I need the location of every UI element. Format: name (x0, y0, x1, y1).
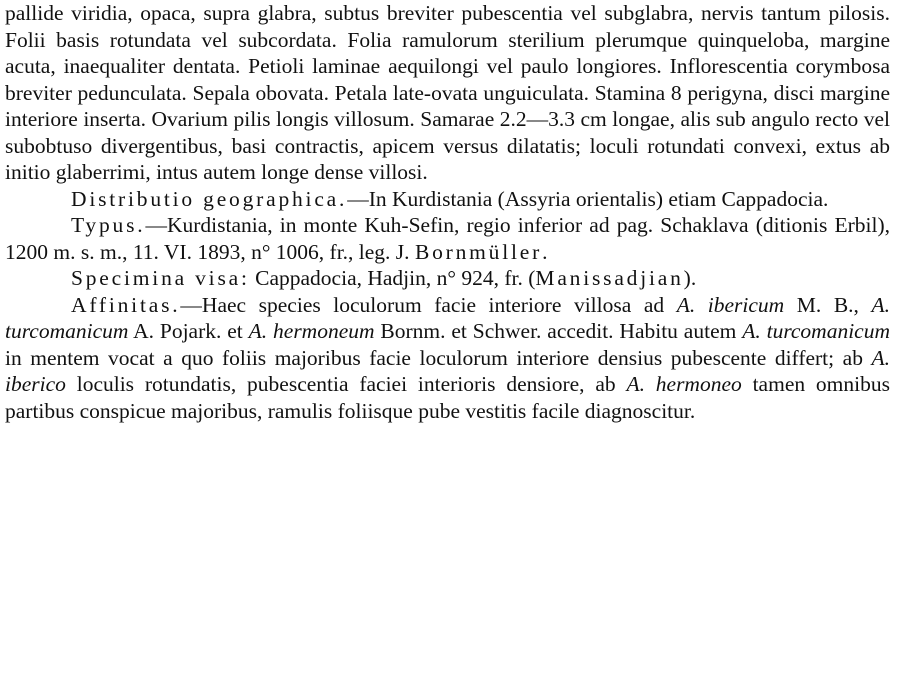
affinitas-text-6: loculis rotundatis, pubescentia faciei interioris densiore, ab (65, 372, 627, 396)
distributio-paragraph (5, 186, 890, 213)
specimina-collector: Manissadjian (535, 266, 684, 290)
specimina-heading: Specimina visa: (71, 266, 250, 290)
specimina-text: Cappadocia, Hadjin, n° 924, fr. ( (249, 266, 536, 290)
distributio-text: —In Kurdistania (Assyria orientalis) etiam Cappadocia. (347, 186, 829, 211)
affinitas-text-3: A. Pojark. et (128, 319, 249, 343)
typus-heading: Typus. (71, 213, 146, 237)
typus-text: —Kurdistania, in monte Kuh-Sefin, regio inferior ad pag. Schaklava (ditionis Erbil), 1200 m. s. m., 11. VI. 1893, n° 1006, fr., leg. J. (5, 213, 890, 264)
typus-text-end: . (542, 239, 548, 264)
affinitas-heading: Affinitas. (71, 292, 181, 317)
species-name-5: A. iberico (5, 345, 890, 396)
affinitas-text-2: M. B., (784, 292, 872, 317)
affinitas-paragraph (5, 292, 890, 425)
species-name-1: A. ibericum (676, 292, 785, 317)
species-name-3: A. hermoneum (248, 319, 375, 343)
document-page (5, 0, 890, 424)
specimina-text-end: ). (683, 266, 697, 290)
affinitas-text-1: —Haec species loculorum facie interiore villosa ad (180, 292, 677, 317)
description-paragraph (5, 0, 890, 186)
species-name-4: A. turcomanicum (742, 319, 891, 343)
affinitas-text-4: Bornm. et Schwer. accedit. Habitu autem (374, 319, 743, 343)
species-name-2: A. turcomanicum (5, 292, 890, 343)
distributio-heading: Distributio geographica. (71, 186, 348, 211)
species-name-6: A. hermoneo (626, 372, 742, 396)
typus-paragraph (5, 212, 890, 265)
affinitas-text-7: tamen omnibus partibus conspicue majoribus, ramulis foliisque pube vestitis facile diagnoscitur. (5, 372, 890, 423)
affinitas-text-5: in mentem vocat a quo foliis majoribus facie loculorum interiore densius pubescente differt; ab (5, 345, 872, 370)
typus-collector: Bornmüller (414, 239, 543, 264)
description-text: pallide viridia, opaca, supra glabra, subtus breviter pubescentia vel subglabra, nervis tantum pilosis. Folii basis rotundata vel subcordata. Folia ramulorum sterilium plerumque quinqueloba, margine acuta, inaequaliter dentata. Petioli laminae aequilongi vel paulo longiores. Inflorescentia corymbosa breviter pedunculata. Sepala obovata. Petala late-ovata unguiculata. Stamina 8 perigyna, disci margine interiore inserta. Ovarium pilis longis villosum. Samarae 2.2—3.3 cm longae, alis sub angulo recto vel subobtuso divergentibus, basi contractis, apicem versus dilatatis; loculi rotundati convexi, extus ab initio glaberrimi, intus autem longe dense villosi. (5, 1, 890, 184)
specimina-paragraph (5, 265, 890, 292)
